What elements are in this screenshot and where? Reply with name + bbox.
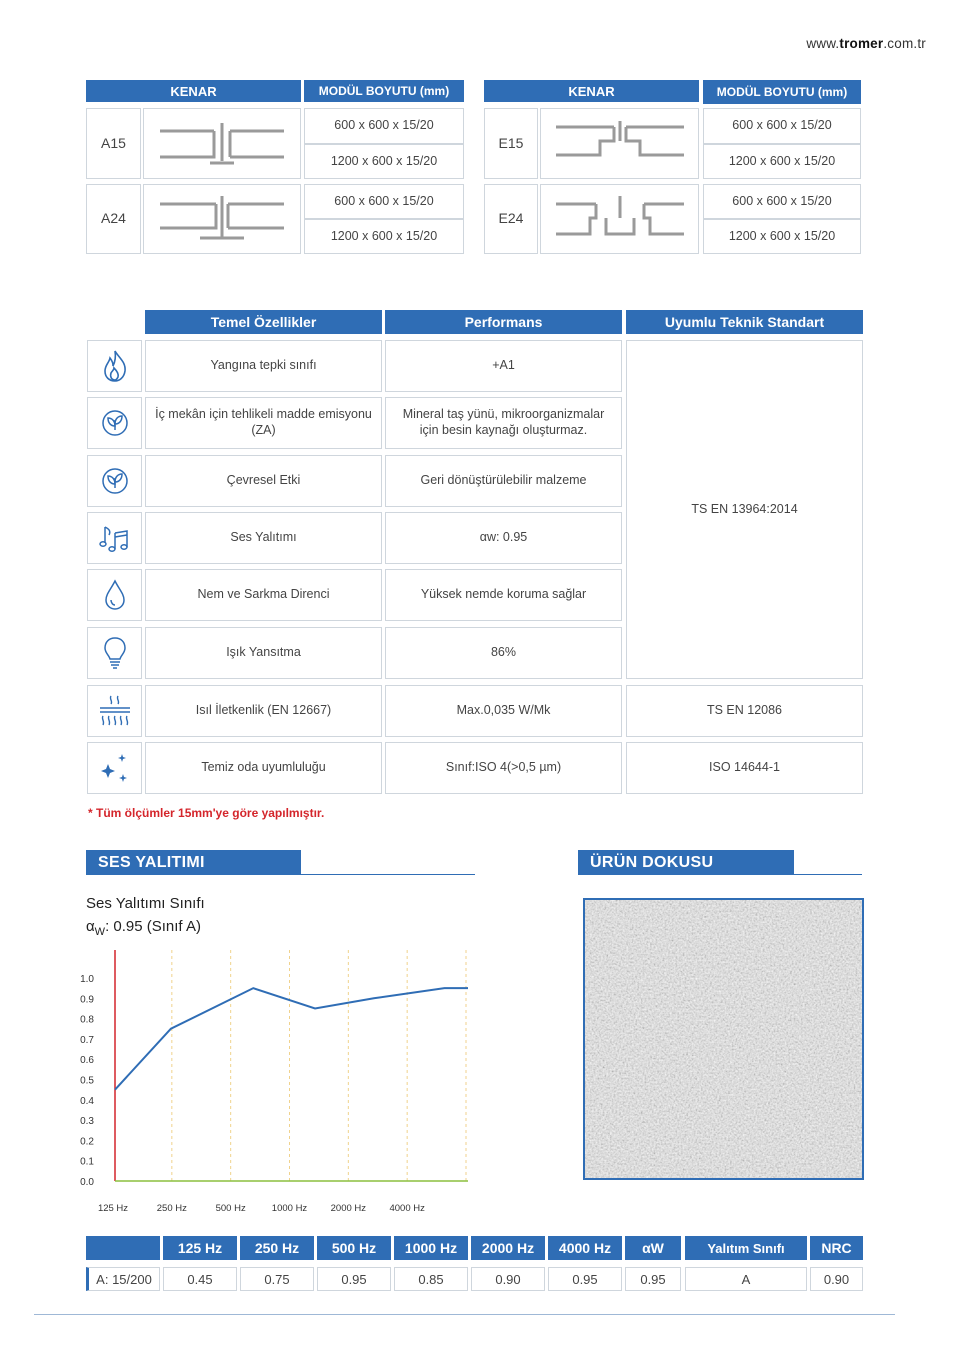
feature-name: Nem ve Sarkma Direnci [145, 569, 382, 621]
size-cell: 1200 x 600 x 15/20 [304, 144, 464, 179]
water-drop-icon [87, 569, 142, 621]
size-cell: 600 x 600 x 15/20 [304, 108, 464, 144]
chart-x-tick-label: 125 Hz [97, 1203, 129, 1214]
edge-header-left: KENAR [86, 80, 301, 102]
chart-x-tick-label: 4000 Hz [389, 1203, 425, 1214]
size-cell: 1200 x 600 x 15/20 [703, 219, 861, 254]
edge-code: A24 [86, 184, 141, 254]
freq-row-label: A: 15/200 [86, 1267, 160, 1291]
bottom-rule [34, 1314, 895, 1315]
texture-pattern [585, 900, 862, 1178]
feature-name: Işık Yansıtma [145, 627, 382, 679]
edge-profile-e15 [540, 108, 699, 179]
leaf-icon [87, 397, 142, 449]
chart-heading: Ses Yalıtımı Sınıfı [86, 895, 205, 912]
chart-y-tick-label: 0.2 [80, 1136, 94, 1148]
section-rule-texture [578, 874, 862, 875]
freq-value: 0.45 [163, 1267, 237, 1291]
edge-profile-e24 [540, 184, 699, 254]
chart-alpha-value: $\alpha_W$: 0.95 (Sınıf A) [86, 918, 201, 938]
leaf-icon [87, 455, 142, 507]
merged-standard: TS EN 13964:2014 [626, 340, 863, 679]
chart-y-tick-label: 0.9 [80, 994, 94, 1006]
chart-y-tick-label: 0.4 [80, 1095, 94, 1107]
edge-code: E15 [484, 108, 538, 179]
chart-y-tick-label: 1.0 [80, 974, 94, 985]
freq-header: 2000 Hz [471, 1236, 545, 1260]
size-header-left: MODÜL BOYUTU (mm) [304, 80, 464, 102]
feature-performance: αw: 0.95 [385, 512, 622, 564]
feature-performance: Yüksek nemde koruma sağlar [385, 569, 622, 621]
edge-code: A15 [86, 108, 141, 179]
chart-series-line [115, 988, 468, 1090]
size-cell: 1200 x 600 x 15/20 [703, 144, 861, 179]
chart-x-tick-label: 250 Hz [156, 1203, 187, 1214]
size-cell: 1200 x 600 x 15/20 [304, 219, 464, 254]
freq-value: 0.95 [548, 1267, 622, 1291]
feature-performance: +A1 [385, 340, 622, 392]
chart-y-tick-label: 0.6 [80, 1055, 94, 1067]
chart-y-tick-label: 0.7 [80, 1034, 94, 1046]
sparkle-icon [87, 742, 142, 794]
feature-performance: 86% [385, 627, 622, 679]
size-header-right: MODÜL BOYUTU (mm) [703, 80, 861, 104]
music-note-icon [87, 512, 142, 564]
size-cell: 600 x 600 x 15/20 [703, 108, 861, 144]
feature-performance: Sınıf:ISO 4(>0,5 µm) [385, 742, 622, 794]
feature-name: Yangına tepki sınıfı [145, 340, 382, 392]
edge-header-right: KENAR [484, 80, 699, 102]
heat-waves-icon [87, 685, 142, 737]
freq-header: 4000 Hz [548, 1236, 622, 1260]
edge-profile-a24 [143, 184, 301, 254]
chart-y-tick-label: 0.5 [80, 1075, 94, 1087]
feature-name: Çevresel Etki [145, 455, 382, 507]
feature-name: İç mekân için tehlikeli madde emisyonu (ZA) [145, 397, 382, 449]
chart-y-tick-label: 0.3 [80, 1116, 94, 1128]
chart-y-tick-label: 0.1 [80, 1156, 94, 1168]
freq-header: 125 Hz [163, 1236, 237, 1260]
freq-header: 500 Hz [317, 1236, 391, 1260]
edge-code: E24 [484, 184, 538, 254]
features-header-property: Temel Özellikler [145, 310, 382, 334]
freq-header-blank [86, 1236, 160, 1260]
features-header-standard: Uyumlu Teknik Standart [626, 310, 863, 334]
freq-header: 1000 Hz [394, 1236, 468, 1260]
freq-header-class: Yalıtım Sınıfı [685, 1236, 807, 1260]
chart-y-tick-label: 0.8 [80, 1014, 94, 1026]
section-title-sound: SES YALITIMI [86, 850, 301, 875]
freq-value-class: A [685, 1267, 807, 1291]
freq-header: 250 Hz [240, 1236, 314, 1260]
chart-x-tick-label: 500 Hz [215, 1203, 246, 1214]
freq-value: 0.75 [240, 1267, 314, 1291]
product-texture-image [583, 898, 864, 1180]
feature-performance: Mineral taş yünü, mikroorganizmalar için besin kaynağı oluşturmaz. [385, 397, 622, 449]
feature-name: Isıl İletkenlik (EN 12667) [145, 685, 382, 737]
feature-standard: TS EN 12086 [626, 685, 863, 737]
chart-y-tick-label: 0.0 [80, 1177, 94, 1188]
sound-absorption-chart [70, 945, 480, 1220]
section-rule-sound [86, 874, 475, 875]
size-cell: 600 x 600 x 15/20 [304, 184, 464, 219]
chart-x-tick-label: 1000 Hz [271, 1203, 308, 1214]
feature-name: Temiz oda uyumluluğu [145, 742, 382, 794]
feature-name: Ses Yalıtımı [145, 512, 382, 564]
freq-value: 0.85 [394, 1267, 468, 1291]
measurement-note: * Tüm ölçümler 15mm'ye göre yapılmıştır. [88, 806, 325, 820]
chart-x-tick-label: 2000 Hz [330, 1203, 367, 1214]
freq-value: 0.90 [471, 1267, 545, 1291]
edge-profile-e15-drawing [550, 119, 690, 169]
freq-value-alpha: 0.95 [625, 1267, 681, 1291]
freq-header-alpha: αW [625, 1236, 681, 1260]
freq-value-nrc: 0.90 [810, 1267, 863, 1291]
feature-performance: Max.0,035 W/Mk [385, 685, 622, 737]
edge-profile-a24-drawing [152, 194, 292, 244]
feature-standard: ISO 14644-1 [626, 742, 863, 794]
freq-header-nrc: NRC [810, 1236, 863, 1260]
edge-profile-e24-drawing [550, 194, 690, 244]
website-url: www.tromer.com.tr [806, 36, 926, 51]
feature-performance: Geri dönüştürülebilir malzeme [385, 455, 622, 507]
edge-profile-a15-drawing [152, 119, 292, 169]
fire-icon [87, 340, 142, 392]
light-bulb-icon [87, 627, 142, 679]
features-header-performance: Performans [385, 310, 622, 334]
size-cell: 600 x 600 x 15/20 [703, 184, 861, 219]
section-title-texture: ÜRÜN DOKUSU [578, 850, 794, 875]
freq-value: 0.95 [317, 1267, 391, 1291]
edge-profile-a15 [143, 108, 301, 179]
